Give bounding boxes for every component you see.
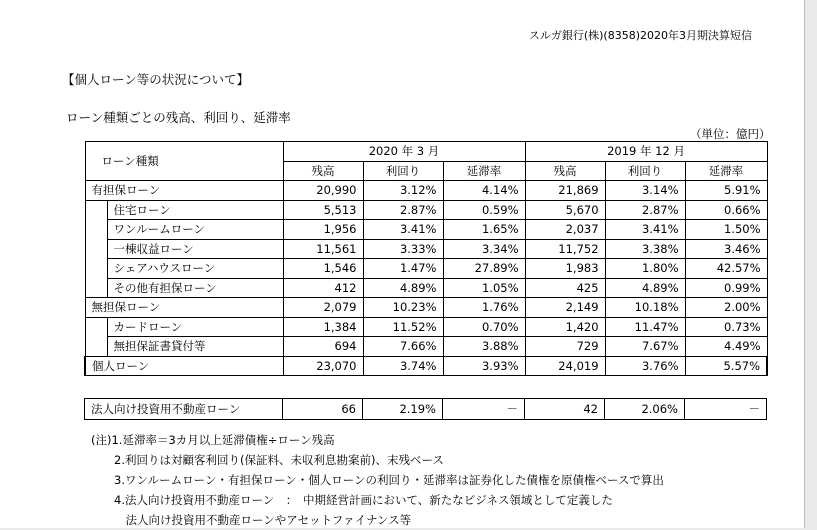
- cell-value: 1.80%: [605, 259, 685, 279]
- cell-value: 3.88%: [443, 337, 525, 357]
- row-label: 個人ローン: [85, 356, 283, 376]
- cell-value: 11,752: [525, 239, 605, 259]
- cell-value: 3.34%: [443, 239, 525, 259]
- col-balance-header: 残高: [525, 161, 605, 181]
- table-header-row: [85, 142, 767, 162]
- cell-value: 4.89%: [605, 278, 685, 298]
- cell-value: 2,079: [283, 298, 363, 318]
- indent-cell: [85, 278, 107, 298]
- cell-value: 10.18%: [605, 298, 685, 318]
- indent-cell: [85, 337, 107, 357]
- cell-value: 23,070: [283, 356, 363, 376]
- row-label: 一棟収益ローン: [107, 239, 283, 259]
- unit-label: （単位：億円）: [690, 127, 771, 141]
- cell-value: －: [685, 399, 767, 420]
- total-row: [85, 356, 767, 376]
- row-label: 住宅ローン: [107, 200, 283, 220]
- cell-value: 425: [525, 278, 605, 298]
- indent-cell: [85, 239, 107, 259]
- cell-value: 0.73%: [685, 317, 767, 337]
- category-row: [85, 298, 767, 318]
- subcategory-row: [85, 239, 767, 259]
- section-title: 【個人ローン等の状況について】: [62, 72, 250, 87]
- note-line: 3.ワンルームローン・有担保ローン・個人ローンの利回り・延滞率は証券化した債権を原債権ベースで算出: [91, 473, 664, 487]
- cell-value: 66: [283, 399, 363, 420]
- loan-table: [84, 141, 768, 376]
- cell-value: 0.70%: [443, 317, 525, 337]
- cell-value: 0.66%: [685, 200, 767, 220]
- indent-cell: [85, 200, 107, 220]
- cell-value: 0.99%: [685, 278, 767, 298]
- cell-value: 3.12%: [363, 181, 443, 201]
- cell-value: 1,983: [525, 259, 605, 279]
- cell-value: 11.47%: [605, 317, 685, 337]
- cell-value: 2,149: [525, 298, 605, 318]
- indent-cell: [85, 220, 107, 240]
- subcategory-row: [85, 337, 767, 357]
- note-line: (注)1.延滞率＝3カ月以上延滞債権÷ローン残高: [91, 433, 335, 447]
- cell-value: 1.65%: [443, 220, 525, 240]
- document-header: スルガ銀行(株)(8358)2020年3月期決算短信: [528, 29, 752, 42]
- note-line: 4.法人向け投資用不動産ローン ： 中期経営計画において、新たなビジネス領域として定義した: [91, 493, 613, 507]
- cell-value: 694: [283, 337, 363, 357]
- cell-value: 3.41%: [363, 220, 443, 240]
- cell-value: 5.57%: [685, 356, 767, 376]
- subcategory-row: [85, 278, 767, 298]
- cell-value: 3.38%: [605, 239, 685, 259]
- cell-value: 3.41%: [605, 220, 685, 240]
- row-label: カードローン: [107, 317, 283, 337]
- cell-value: －: [443, 399, 525, 420]
- cell-value: 7.66%: [363, 337, 443, 357]
- subcategory-row: [85, 317, 767, 337]
- cell-value: 4.89%: [363, 278, 443, 298]
- cell-value: 24,019: [525, 356, 605, 376]
- cell-value: 729: [525, 337, 605, 357]
- note-line: 2.利回りは対顧客利回り(保証料、未収利息勘案前)、末残ベース: [91, 453, 444, 467]
- corporate-loan-row: [85, 399, 767, 420]
- period-header-2019-12: 2019 年 12 月: [525, 142, 767, 162]
- row-label: 有担保ローン: [85, 181, 283, 201]
- cell-value: 3.46%: [685, 239, 767, 259]
- cell-value: 3.14%: [605, 181, 685, 201]
- cell-value: 4.49%: [685, 337, 767, 357]
- cell-value: 27.89%: [443, 259, 525, 279]
- row-label: 無担保証書貸付等: [107, 337, 283, 357]
- indent-cell: [85, 317, 107, 337]
- cell-value: 20,990: [283, 181, 363, 201]
- cell-value: 1.76%: [443, 298, 525, 318]
- col-balance-header: 残高: [283, 161, 363, 181]
- cell-value: 1,956: [283, 220, 363, 240]
- cell-value: 42.57%: [685, 259, 767, 279]
- col-yield-header: 利回り: [605, 161, 685, 181]
- cell-value: 2.06%: [605, 399, 685, 420]
- col-delinquency-header: 延滞率: [443, 161, 525, 181]
- subcategory-row: [85, 259, 767, 279]
- cell-value: 2.87%: [363, 200, 443, 220]
- row-label: その他有担保ローン: [107, 278, 283, 298]
- corporate-loan-table: [84, 398, 767, 420]
- cell-value: 7.67%: [605, 337, 685, 357]
- row-label: 無担保ローン: [85, 298, 283, 318]
- cell-value: 3.33%: [363, 239, 443, 259]
- row-label: 法人向け投資用不動産ローン: [85, 399, 283, 420]
- loan-type-header: ローン種類: [85, 142, 283, 181]
- row-label: ワンルームローン: [107, 220, 283, 240]
- cell-value: 2,037: [525, 220, 605, 240]
- cell-value: 3.76%: [605, 356, 685, 376]
- period-header-2020-03: 2020 年 3 月: [283, 142, 525, 162]
- cell-value: 11.52%: [363, 317, 443, 337]
- notes-block: [91, 430, 664, 530]
- cell-value: 1,384: [283, 317, 363, 337]
- cell-value: 2.19%: [363, 399, 443, 420]
- cell-value: 1.50%: [685, 220, 767, 240]
- cell-value: 5,670: [525, 200, 605, 220]
- cell-value: 42: [525, 399, 605, 420]
- subcategory-row: [85, 200, 767, 220]
- cell-value: 4.14%: [443, 181, 525, 201]
- cell-value: 2.00%: [685, 298, 767, 318]
- row-label: シェアハウスローン: [107, 259, 283, 279]
- cell-value: 412: [283, 278, 363, 298]
- cell-value: 21,869: [525, 181, 605, 201]
- cell-value: 2.87%: [605, 200, 685, 220]
- indent-cell: [85, 259, 107, 279]
- cell-value: 10.23%: [363, 298, 443, 318]
- cell-value: 5.91%: [685, 181, 767, 201]
- cell-value: 1.05%: [443, 278, 525, 298]
- col-delinquency-header: 延滞率: [685, 161, 767, 181]
- cell-value: 3.93%: [443, 356, 525, 376]
- table-subtitle: ローン種類ごとの残高、利回り、延滞率: [66, 110, 291, 125]
- cell-value: 1.47%: [363, 259, 443, 279]
- subcategory-row: [85, 220, 767, 240]
- category-row: [85, 181, 767, 201]
- cell-value: 5,513: [283, 200, 363, 220]
- note-line: 法人向け投資用不動産ローンやアセットファイナンス等: [91, 513, 412, 527]
- cell-value: 1,546: [283, 259, 363, 279]
- cell-value: 3.74%: [363, 356, 443, 376]
- cell-value: 1,420: [525, 317, 605, 337]
- cell-value: 0.59%: [443, 200, 525, 220]
- cell-value: 11,561: [283, 239, 363, 259]
- col-yield-header: 利回り: [363, 161, 443, 181]
